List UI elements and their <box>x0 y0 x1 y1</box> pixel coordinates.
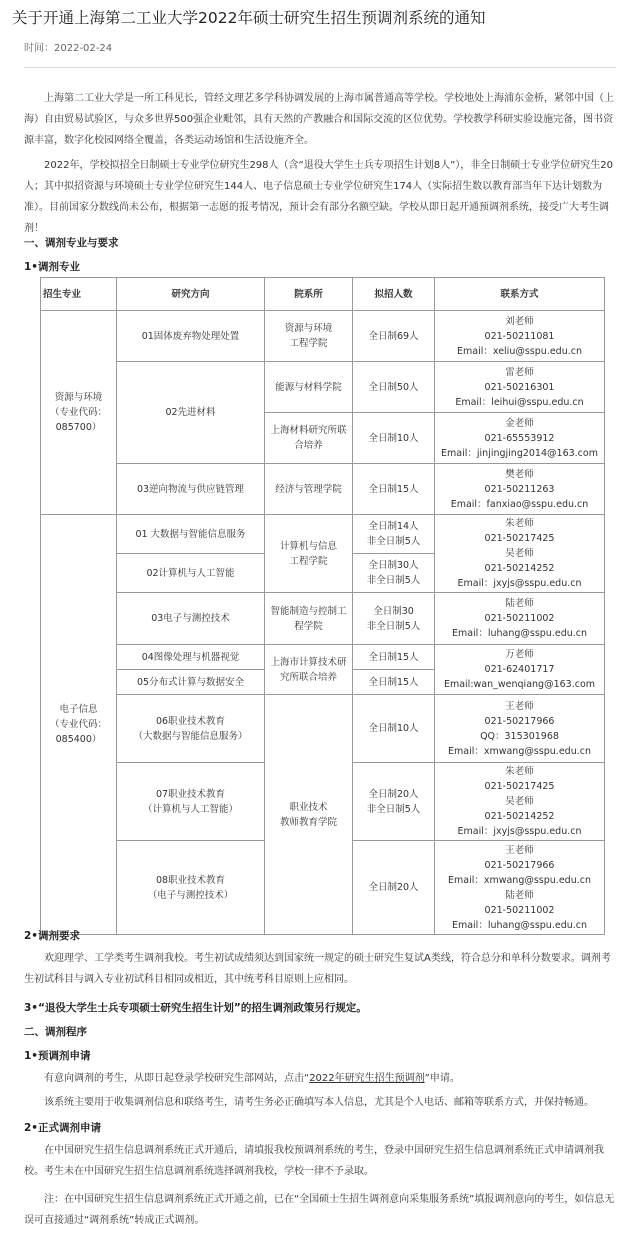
quota-cell: 全日制30人 非全日制5人 <box>353 554 435 593</box>
divider <box>24 67 616 68</box>
subheading-pre-adjust: 1•预调剂申请 <box>24 1050 91 1062</box>
table-row <box>41 695 605 763</box>
intro-paragraph-1: 上海第二工业大学是一所工科见长，管经文理艺多学科协调发展的上海市属普通高等学校。学校地处上海浦东金桥，紧邻中国（上海）自由贸易试验区，与众多世界500强企业毗邻，具有天然的产教融合和国际交流的区位优势。学校教学科研实验设施完备，图书资源丰富，数字化校园网络全覆盖，各类运动场馆和生活设施齐全。 <box>24 93 614 146</box>
direction-cell: 06职业技术教育 （大数据与智能信息服务） <box>117 695 265 763</box>
contact-cell: 金老师 021-65553912 Email：jinjingjing2014@163.com <box>435 413 605 464</box>
quota-cell: 全日制14人 非全日制5人 <box>353 515 435 554</box>
direction-cell: 08职业技术教育 （电子与测控技术） <box>117 841 265 935</box>
quota-cell: 全日制10人 <box>353 695 435 763</box>
direction-cell: 03逆向物流与供应链管理 <box>117 464 265 515</box>
table-row <box>41 515 605 554</box>
dept-cell: 上海市计算技术研究所联合培养 <box>265 645 353 695</box>
contact-cell: 樊老师 021-50211263 Email：fanxiao@sspu.edu.cn <box>435 464 605 515</box>
pre-adjust-paragraph-1 <box>24 1068 616 1089</box>
formal-adjust-note: 注：在中国研究生招生信息调剂系统正式开通之前，已在“全国硕士生招生调剂意向采集服务系统”填报调剂意向的考生，如信息无误可直接通过“调剂系统”转成正式调剂。 <box>24 1194 615 1226</box>
table-row <box>41 362 605 413</box>
contact-cell: 刘老师 021-50211081 Email：xeliu@sspu.edu.cn <box>435 311 605 362</box>
majors-table <box>40 277 605 935</box>
publish-time: 时间：2022-02-24 <box>24 43 113 54</box>
dept-cell: 职业技术 教师教育学院 <box>265 695 353 935</box>
table-header: 联系方式 <box>435 278 605 311</box>
quota-cell: 全日制69人 <box>353 311 435 362</box>
pre-adjust-link[interactable]: 2022年研究生招生预调剂 <box>309 1073 425 1084</box>
direction-cell: 05分布式计算与数据安全 <box>117 670 265 695</box>
table-header: 拟招人数 <box>353 278 435 311</box>
direction-cell: 02先进材料 <box>117 362 265 464</box>
table-header: 研究方向 <box>117 278 265 311</box>
contact-cell: 万老师 021-62401717 Email:wan_wenqiang@163.com <box>435 645 605 695</box>
dept-cell: 上海材料研究所联合培养 <box>265 413 353 464</box>
subheading-veteran-plan: 3•“退役大学生士兵专项硕士研究生招生计划”的招生调剂政策另行规定。 <box>24 1002 367 1014</box>
major-cell: 电子信息 （专业代码： 085400） <box>41 515 117 935</box>
dept-cell: 能源与材料学院 <box>265 362 353 413</box>
quota-cell: 全日制15人 <box>353 464 435 515</box>
dept-cell: 资源与环境 工程学院 <box>265 311 353 362</box>
pre-adjust-text: 有意向调剂的考生，从即日起登录学校研究生部网站，点击“ <box>44 1073 310 1084</box>
page-title: 关于开通上海第二工业大学2022年硕士研究生招生预调剂系统的通知 <box>12 9 486 27</box>
contact-cell: 雷老师 021-50216301 Email：leihui@sspu.edu.cn <box>435 362 605 413</box>
direction-cell: 02计算机与人工智能 <box>117 554 265 593</box>
table-header: 招生专业 <box>41 278 117 311</box>
quota-cell: 全日制10人 <box>353 413 435 464</box>
table-header: 院系所 <box>265 278 353 311</box>
table-row <box>41 593 605 645</box>
subheading-majors: 1•调剂专业 <box>24 261 81 273</box>
table-row <box>41 311 605 362</box>
contact-cell: 朱老师 021-50217425 吴老师 021-50214252 Email：jxyjs@sspu.edu.cn <box>435 763 605 841</box>
table-row <box>41 645 605 670</box>
section-heading-2: 二、调剂程序 <box>24 1026 87 1038</box>
subheading-formal-adjust: 2•正式调剂申请 <box>24 1122 102 1134</box>
table-header-row <box>41 278 605 311</box>
formal-adjust-paragraph-1: 在中国研究生招生信息调剂系统正式开通后，请填报我校预调剂系统的考生，登录中国研究生招生信息调剂系统正式申请调剂我校。考生未在中国研究生招生信息调剂系统选择调剂我校，学校一律不予录取。 <box>24 1145 604 1177</box>
quota-cell: 全日制20人 非全日制5人 <box>353 763 435 841</box>
contact-cell: 王老师 021-50217966 QQ：315301968 Email：xmwang@sspu.edu.cn <box>435 695 605 763</box>
direction-cell: 01固体废弃物处理处置 <box>117 311 265 362</box>
requirements-paragraph: 欢迎理学、工学类考生调剂我校。考生初试成绩须达到国家统一规定的硕士研究生复试A类线，符合总分和单科分数要求。调剂考生初试科目与调入专业初试科目相同或相近，其中统考科目原则上应相同。 <box>24 953 611 985</box>
direction-cell: 01 大数据与智能信息服务 <box>117 515 265 554</box>
subheading-requirements: 2•调剂要求 <box>24 930 81 942</box>
pre-adjust-paragraph-2: 该系统主要用于收集调剂信息和联络考生，请考生务必正确填写本人信息，尤其是个人电话、邮箱等联系方式，并保持畅通。 <box>44 1097 594 1108</box>
dept-cell: 智能制造与控制工程学院 <box>265 593 353 645</box>
dept-cell: 计算机与信息 工程学院 <box>265 515 353 593</box>
quota-cell: 全日制30 非全日制5人 <box>353 593 435 645</box>
table-row <box>41 464 605 515</box>
contact-cell: 王老师 021-50217966 Email：xmwang@sspu.edu.cn 陆老师 021-50211002 Email：luhang@sspu.edu.cn <box>435 841 605 935</box>
direction-cell: 07职业技术教育 （计算机与人工智能） <box>117 763 265 841</box>
contact-cell: 陆老师 021-50211002 Email：luhang@sspu.edu.cn <box>435 593 605 645</box>
contact-cell: 朱老师 021-50217425 吴老师 021-50214252 Email：jxyjs@sspu.edu.cn <box>435 515 605 593</box>
quota-cell: 全日制50人 <box>353 362 435 413</box>
dept-cell: 经济与管理学院 <box>265 464 353 515</box>
major-cell: 资源与环境 （专业代码： 085700） <box>41 311 117 515</box>
direction-cell: 03电子与测控技术 <box>117 593 265 645</box>
direction-cell: 04图像处理与机器视觉 <box>117 645 265 670</box>
pre-adjust-text: ”申请。 <box>424 1073 460 1084</box>
quota-cell: 全日制15人 <box>353 670 435 695</box>
quota-cell: 全日制20人 <box>353 841 435 935</box>
section-heading-1: 一、调剂专业与要求 <box>24 237 119 249</box>
quota-cell: 全日制15人 <box>353 645 435 670</box>
intro-paragraph-2: 2022年，学校拟招全日制硕士专业学位研究生298人（含“退役大学生士兵专项招生计划8人”），非全日制硕士专业学位研究生20人；其中拟招资源与环境硕士专业学位研究生144人、电子信息硕士专业学位研究生174人（实际招生数以教育部当年下达计划数为准）。目前国家分数线尚未公布，根据第一志愿的报考情况，预计会有部分名额空缺。学校从即日起开通预调剂系统，接受广大考生调剂！ <box>24 160 613 234</box>
